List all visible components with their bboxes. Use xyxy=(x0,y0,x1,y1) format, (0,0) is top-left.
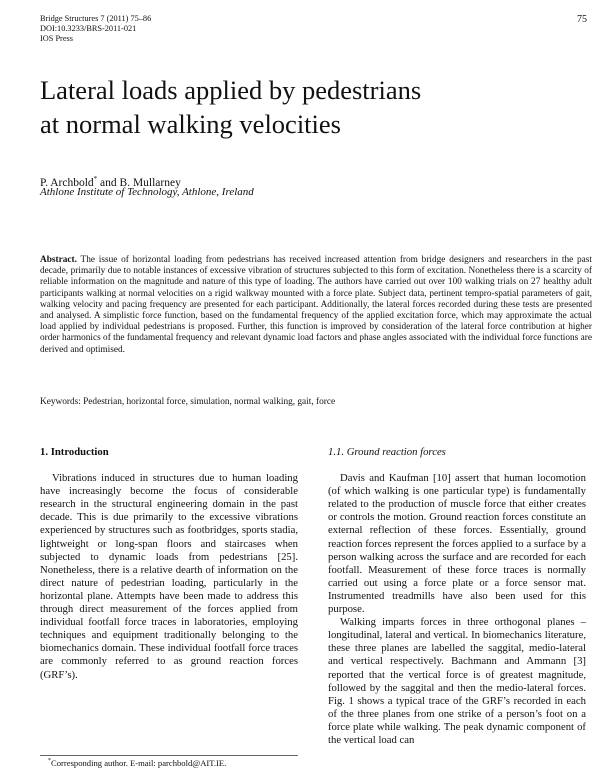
journal-citation: Bridge Structures 7 (2011) 75–86 xyxy=(40,14,152,23)
grf-paragraph-2: Walking imparts forces in three orthogonal planes – longitudinal, lateral and vertical. In biomechanics literature, these three planes are labelled the saggital, medio-lateral and vertical respectively. Bachmann and Ammann [3] reported that the vertical force is of greatest magnitude, followed by the saggital and then the medio-lateral forces. Fig. 1 shows a typical trace of the GRF’s recorded in each of the three planes from one strike of a person’s foot on a force plate while walking. The peak dynamic component of the vertical load can xyxy=(328,616,586,746)
abstract-text: The issue of horizontal loading from pedestrians has received increased attention from bridge designers and researchers in the past decade, primarily due to notable instances of excessive vibration of structures subjected to this form of excitation. Nonetheless there is a scarcity of reliable information on the magnitude and nature of this type of loading. The authors have carried out over 100 walking trials on 27 healthy adult participants walking at normal velocities on a rigid walkway mounted with a force plate. Subject data, pertinent tempro-spatial parameters of gait, walking velocity and pacing frequency are presented for each participant. Additionally, the lateral forces recorded during these tests are presented and analysed. A simplistic force function, based on the fundamental frequency of the applied excitation force, which may approximate the actual load applied by individual pedestrians is proposed. Further, this function is improved by consideration of the lateral force contribution at higher order harmonics of the fundamental frequency and relevant dynamic load factors and phase angles associated with the individual force functions are derived and optimised. xyxy=(40,255,592,355)
subsection-heading-grf: 1.1. Ground reaction forces xyxy=(328,446,446,458)
paper-title xyxy=(40,73,570,141)
title-line-2: at normal walking velocities xyxy=(40,109,341,139)
grf-paragraph-1: Davis and Kaufman [10] assert that human locomotion (of which walking is one particular type) is fundamentally related to the production of muscle force that either creates or controls the motion. Ground reaction forces constitute an external reflection of these forces. Essentially, ground reaction forces represent the forces applied to a surface by a person walking across the surface and are recorded for each footfall. Measurement of these force traces is normally carried out using a force plate or a force sensor mat. Instrumented treadmills have also been used for this purpose. xyxy=(328,472,586,616)
abstract-label: Abstract. xyxy=(40,255,77,265)
corresponding-marker: * xyxy=(93,175,98,183)
page-number: 75 xyxy=(577,14,587,25)
journal-header xyxy=(40,14,151,44)
affiliation: Athlone Institute of Technology, Athlone, Ireland xyxy=(40,186,254,198)
left-column xyxy=(40,446,298,682)
author-1: P. Archbold xyxy=(40,176,94,189)
footnote xyxy=(48,758,226,768)
right-column xyxy=(328,446,586,747)
footnote-divider xyxy=(40,755,298,756)
author-2: and B. Mullarney xyxy=(97,176,181,189)
introduction-paragraph: Vibrations induced in structures due to human loading have increasingly become the focus of considerable research in the structural engineering domain in the past decade. This is due primarily to the excessive vibrations experienced by structures such as footbridges, sports stadia, lightweight or long-span floors and staircases when subjected to dynamic loads from pedestrians [25]. Nonetheless, there is a relative dearth of information on the direct nature of pedestrian loading, particularly in the horizontal plane. Attempts have been made to address this through direct measurement of the forces applied from individual footfall force traces in laboratories, employing techniques and equipment traditionally belonging to the biomechanics domain. These individual footfall force traces are commonly referred to as ground reaction forces (GRF’s). xyxy=(40,472,298,681)
doi: DOI:10.3233/BRS-2011-021 xyxy=(40,24,137,33)
keywords: Keywords: Pedestrian, horizontal force, simulation, normal walking, gait, force xyxy=(40,397,336,407)
title-line-1: Lateral loads applied by pedestrians xyxy=(40,75,422,105)
footnote-text: Corresponding author. E-mail: parchbold@AIT.IE. xyxy=(51,758,227,768)
footnote-marker: * xyxy=(48,758,51,765)
section-heading-introduction: 1. Introduction xyxy=(40,446,109,458)
abstract xyxy=(40,255,592,356)
publisher: IOS Press xyxy=(40,34,73,43)
